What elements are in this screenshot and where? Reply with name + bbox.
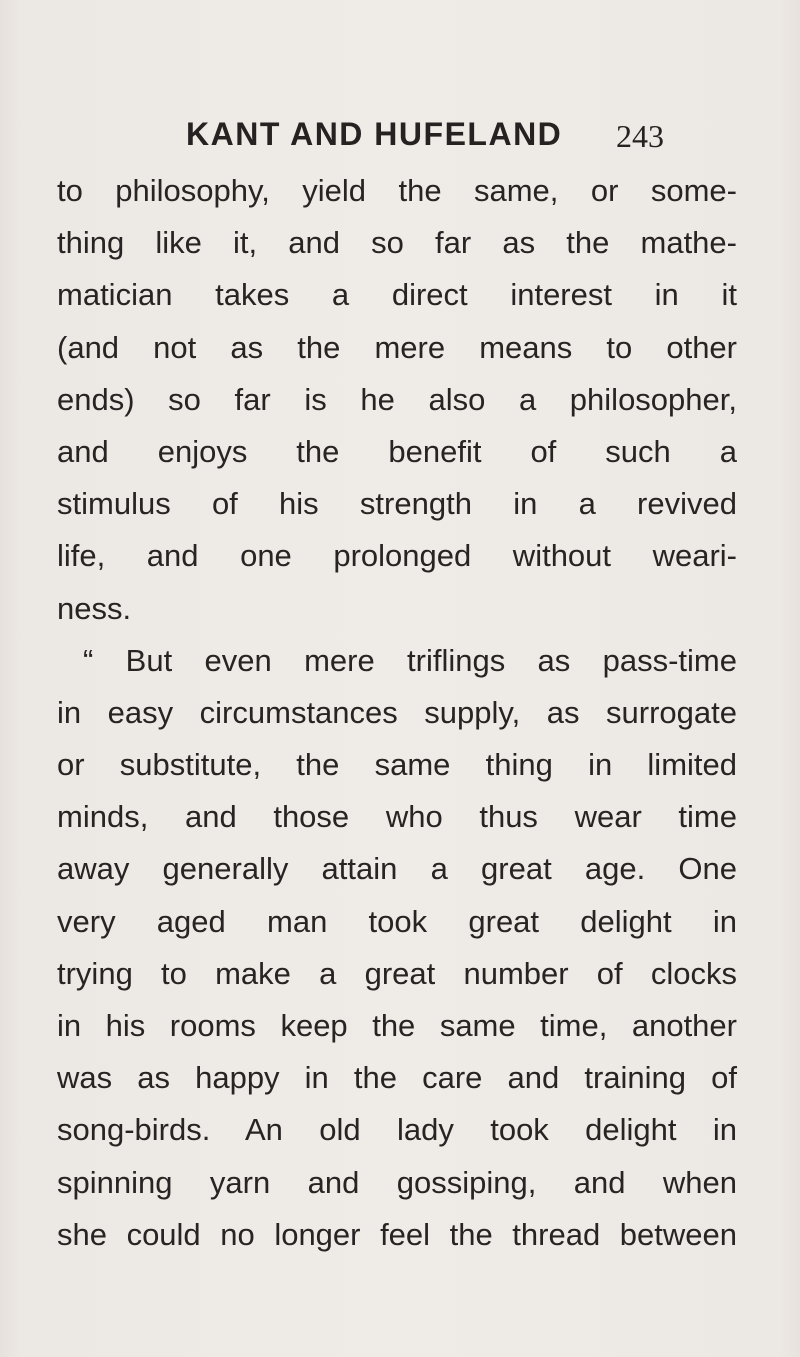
- text-line: stimulus of his strength in a revived: [57, 486, 737, 522]
- text-line: ness.: [57, 590, 132, 626]
- running-head-title: KANT AND HUFELAND: [186, 116, 563, 152]
- text-line: was as happy in the care and training of: [57, 1060, 737, 1096]
- page-number: 243: [616, 118, 664, 154]
- running-head: [0, 116, 800, 156]
- text-line: in his rooms keep the same time, another: [57, 1008, 737, 1043]
- text-line: thing like it, and so far as the mathe-: [57, 225, 737, 261]
- text-line: she could no longer feel the thread between: [57, 1216, 737, 1252]
- text-line: ends) so far is he also a philosopher,: [57, 381, 737, 417]
- text-line: minds, and those who thus wear time: [57, 799, 737, 835]
- text-line: “ But even mere triflings as pass-time: [83, 642, 737, 678]
- text-line: matician takes a direct interest in it: [57, 277, 737, 313]
- text-line: or substitute, the same thing in limited: [57, 747, 737, 783]
- text-line: to philosophy, yield the same, or some-: [57, 173, 737, 208]
- text-line: in easy circumstances supply, as surrogate: [57, 694, 737, 730]
- text-line: and enjoys the benefit of such a: [57, 433, 737, 469]
- text-line: life, and one prolonged without weari-: [57, 538, 737, 574]
- body-text: [57, 165, 737, 1261]
- text-line: spinning yarn and gossiping, and when: [57, 1164, 737, 1200]
- text-line: (and not as the mere means to other: [57, 329, 737, 365]
- text-line: away generally attain a great age. One: [57, 851, 737, 887]
- text-line: very aged man took great delight in: [57, 903, 737, 939]
- text-line: trying to make a great number of clocks: [57, 955, 737, 991]
- text-line: song-birds. An old lady took delight in: [57, 1112, 737, 1148]
